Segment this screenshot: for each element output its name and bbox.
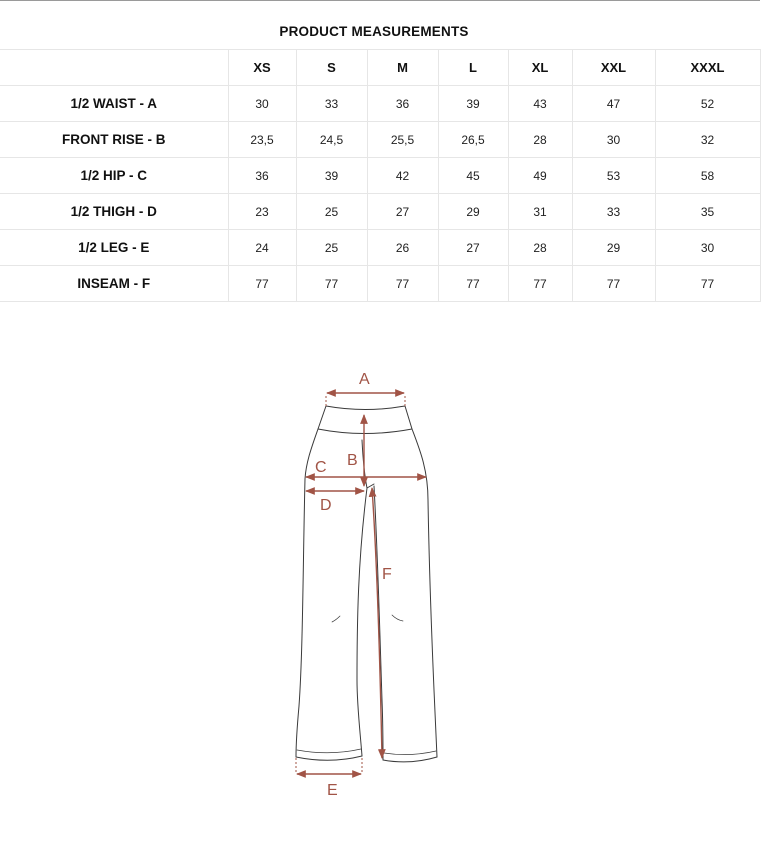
table-cell: 27	[438, 230, 508, 266]
table-cell: 30	[572, 122, 655, 158]
row-label: 1/2 WAIST - A	[0, 86, 228, 122]
row-label: 1/2 HIP - C	[0, 158, 228, 194]
table-cell: 32	[655, 122, 760, 158]
table-cell: 25	[296, 230, 367, 266]
label-b: B	[347, 452, 358, 469]
table-cell: 42	[367, 158, 438, 194]
row-label: FRONT RISE - B	[0, 122, 228, 158]
table-cell: 36	[228, 158, 296, 194]
table-cell: 31	[508, 194, 572, 230]
table-cell: 33	[572, 194, 655, 230]
table-cell: 23	[228, 194, 296, 230]
table-cell: 39	[438, 86, 508, 122]
table-cell: 45	[438, 158, 508, 194]
table-cell: 28	[508, 122, 572, 158]
table-cell: 27	[367, 194, 438, 230]
header-size-xxl: XXL	[572, 50, 655, 86]
table-cell: 77	[655, 266, 760, 302]
page-title: PRODUCT MEASUREMENTS	[279, 24, 469, 39]
table-cell: 26,5	[438, 122, 508, 158]
table-cell: 36	[367, 86, 438, 122]
table-cell: 77	[228, 266, 296, 302]
table-cell: 29	[438, 194, 508, 230]
table-cell: 30	[228, 86, 296, 122]
label-c: C	[315, 459, 327, 476]
table-cell: 77	[438, 266, 508, 302]
table-cell: 77	[508, 266, 572, 302]
table-cell: 35	[655, 194, 760, 230]
table-cell: 77	[296, 266, 367, 302]
table-cell: 43	[508, 86, 572, 122]
row-label: 1/2 LEG - E	[0, 230, 228, 266]
table-cell: 39	[296, 158, 367, 194]
measure-f-line	[372, 488, 382, 758]
table-cell: 28	[508, 230, 572, 266]
label-a: A	[359, 371, 370, 388]
header-size-m: M	[367, 50, 438, 86]
table-cell: 77	[572, 266, 655, 302]
table-cell: 49	[508, 158, 572, 194]
header-size-l: L	[438, 50, 508, 86]
table-cell: 33	[296, 86, 367, 122]
table-cell: 52	[655, 86, 760, 122]
label-d: D	[320, 497, 332, 514]
table-cell: 25	[296, 194, 367, 230]
table-cell: 24,5	[296, 122, 367, 158]
table-cell: 58	[655, 158, 760, 194]
row-label: INSEAM - F	[0, 266, 228, 302]
table-cell: 53	[572, 158, 655, 194]
table-cell: 26	[367, 230, 438, 266]
table-cell: 30	[655, 230, 760, 266]
label-f: F	[382, 566, 392, 583]
table-cell: 24	[228, 230, 296, 266]
header-size-xxxl: XXXL	[655, 50, 760, 86]
header-size-xl: XL	[508, 50, 572, 86]
table-cell: 77	[367, 266, 438, 302]
table-cell: 23,5	[228, 122, 296, 158]
row-label: 1/2 THIGH - D	[0, 194, 228, 230]
header-size-s: S	[296, 50, 367, 86]
table-cell: 47	[572, 86, 655, 122]
table-cell: 25,5	[367, 122, 438, 158]
table-cell: 29	[572, 230, 655, 266]
label-e: E	[327, 782, 338, 799]
header-size-xs: XS	[228, 50, 296, 86]
measurement-lines	[296, 393, 426, 774]
